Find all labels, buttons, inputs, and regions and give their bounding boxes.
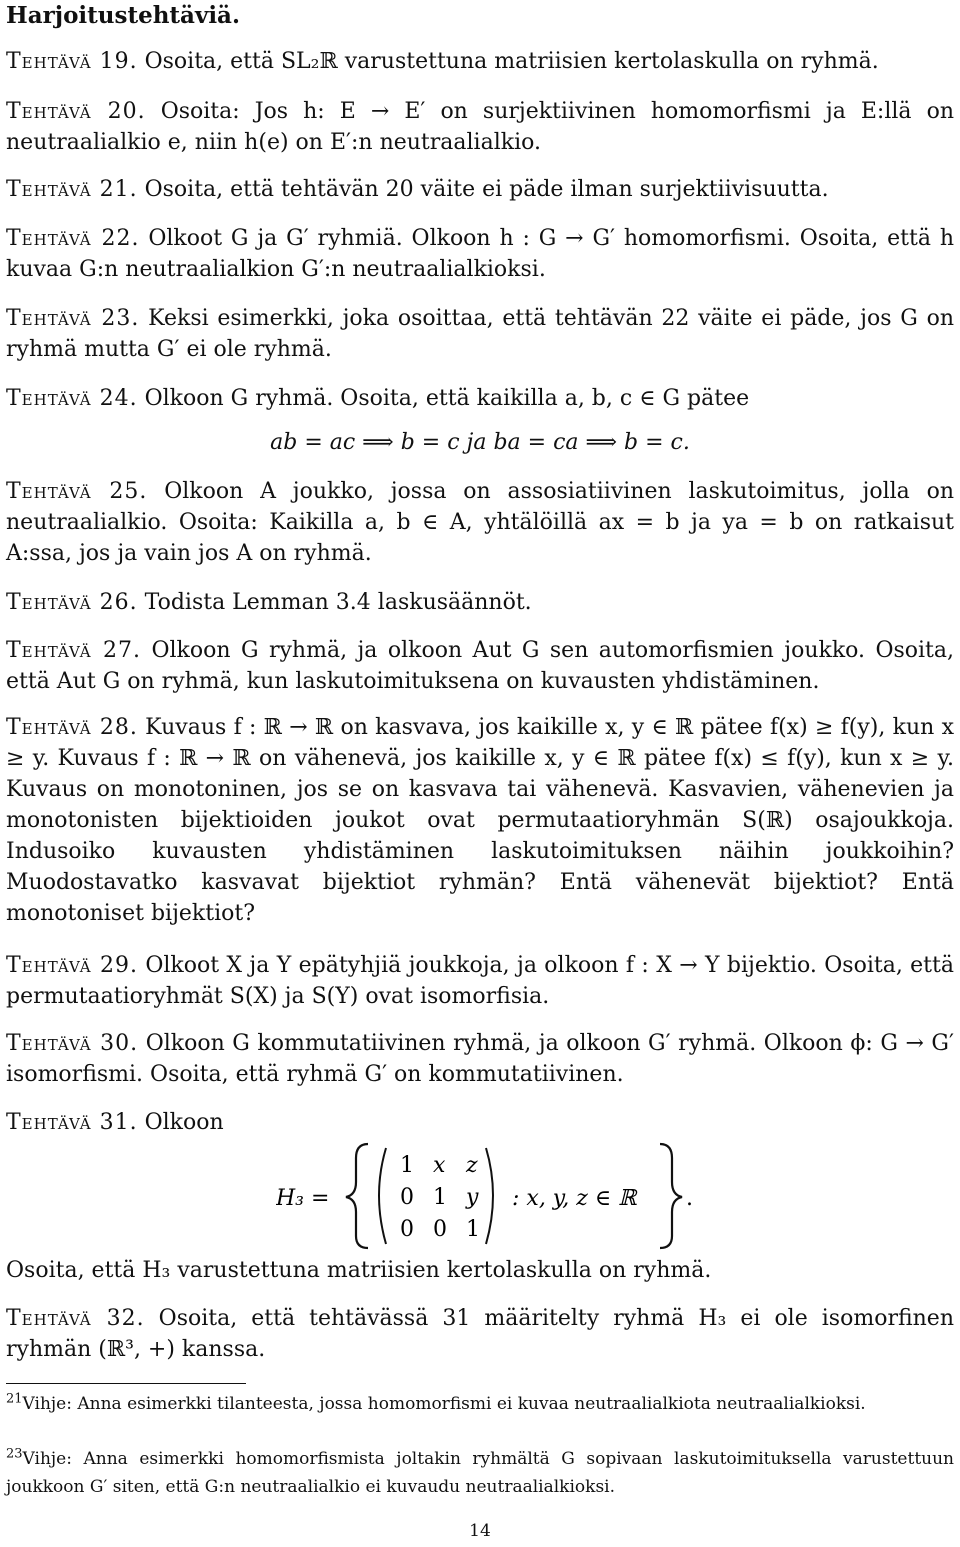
right-paren xyxy=(486,1148,493,1244)
exercise-text: Kuvaus f : ℝ → ℝ on kasvava, jos kaikille x, y ∈ ℝ pätee f(x) ≥ f(y), kun x ≥ y. Kuvaus f : ℝ → ℝ on vähenevä, jos kaikille x, y ∈ ℝ pätee f(x) ≤ f(y), kun x ≥ y. Kuvaus on monotoninen, jos se on kasvava tai vähenevä. Kasvavien, vähenevien ja monotonisten bijektioiden joukot ovat permutaatioryhmän S(ℝ) osajoukkoja. Indusoiko kuvausten yhdistäminen laskutoimituksen näihin joukkoihin? Muodostavatko kasvavat bijektiot ryhmän? Entä vähenevät bijektiot? Entä monotoniset bijektiot? xyxy=(6,715,955,926)
footnote-21 xyxy=(6,1390,954,1418)
svg-text:.: . xyxy=(686,1186,693,1211)
exercise-label: Tehtävä 26. xyxy=(6,590,138,615)
matrix-cell: 1 xyxy=(400,1153,414,1178)
footnote-rule xyxy=(6,1383,246,1384)
matrix-cell: x xyxy=(433,1153,446,1178)
exercise-20 xyxy=(6,96,954,158)
exercise-text: Osoita, että tehtävässä 31 määritelty ryhmä H₃ ei ole isomorfinen ryhmän (ℝ³, +) kanssa. xyxy=(6,1306,954,1362)
left-brace xyxy=(346,1144,368,1248)
exercise-label: Tehtävä 28. xyxy=(6,715,138,740)
exercise-label: Tehtävä 20. xyxy=(6,99,146,124)
h3-set-display xyxy=(276,1140,716,1250)
exercise-27 xyxy=(6,635,954,697)
exercise-31 xyxy=(6,1107,954,1138)
exercise-label: Tehtävä 27. xyxy=(6,638,142,663)
matrix-cell: 1 xyxy=(433,1185,447,1210)
exercise-text: Olkoon xyxy=(144,1110,224,1135)
exercise-text: Olkoot X ja Y epätyhjiä joukkoja, ja olkoon f : X → Y bijektio. Osoita, että permutaatioryhmät S(X) ja S(Y) ovat isomorfisia. xyxy=(6,953,954,1009)
exercise-text: Keksi esimerkki, joka osoittaa, että tehtävän 22 väite ei päde, jos G on ryhmä mutta G′ ei ole ryhmä. xyxy=(6,306,955,362)
matrix-cell: z xyxy=(466,1153,478,1178)
exercise-label: Tehtävä 25. xyxy=(6,479,148,504)
exercise-22 xyxy=(6,223,954,285)
matrix-cell: 0 xyxy=(400,1185,414,1210)
exercise-28 xyxy=(6,712,954,929)
exercise-24 xyxy=(6,383,954,414)
footnote-mark: 21 xyxy=(6,1391,23,1407)
exercise-32 xyxy=(6,1303,954,1365)
exercise-text: Osoita, että tehtävän 20 väite ei päde ilman surjektiivisuutta. xyxy=(144,177,829,202)
exercise-label: Tehtävä 21. xyxy=(6,177,138,202)
exercise-text: Todista Lemman 3.4 laskusäännöt. xyxy=(144,590,532,615)
section-heading: Harjoitustehtäviä. xyxy=(6,2,240,29)
right-brace xyxy=(660,1144,682,1248)
exercise-30 xyxy=(6,1028,954,1090)
exercise-24-equation: ab = ac ⟹ b = c ja ba = ca ⟹ b = c. xyxy=(270,430,690,455)
footnote-text: Vihje: Anna esimerkki tilanteesta, jossa homomorfismi ei kuvaa neutraalialkiota neutraalialkioksi. xyxy=(22,1394,866,1414)
exercise-text: Osoita: Jos h: E → E′ on surjektiivinen homomorfismi ja E:llä on neutraalialkio e, niin h(e) on E′:n neutraalialkio. xyxy=(6,99,954,155)
footnote-23 xyxy=(6,1445,954,1501)
exercise-25 xyxy=(6,476,954,569)
exercise-31-statement: Osoita, että H₃ varustettuna matriisien kertolaskulla on ryhmä. xyxy=(6,1258,712,1283)
exercise-19 xyxy=(6,46,954,77)
exercise-21 xyxy=(6,174,954,205)
set-condition: : x, y, z ∈ ℝ xyxy=(512,1186,637,1211)
page-number: 14 xyxy=(469,1521,491,1541)
exercise-label: Tehtävä 31. xyxy=(6,1110,138,1135)
exercise-text: Olkoon G ryhmä, ja olkoon Aut G sen automorfismien joukko. Osoita, että Aut G on ryhmä, kun laskutoimituksena on kuvausten yhdistäminen. xyxy=(6,638,954,694)
footnote-text: Vihje: Anna esimerkki homomorfismista joltakin ryhmältä G sopivaan laskutoimituksella varustettuun joukkoon G′ siten, että G:n neutraalialkio ei kuvaudu neutraalialkioksi. xyxy=(6,1449,954,1497)
exercise-label: Tehtävä 19. xyxy=(6,49,138,74)
exercise-label: Tehtävä 30. xyxy=(6,1031,139,1056)
footnote-mark: 23 xyxy=(6,1446,23,1462)
matrix-cell: 1 xyxy=(466,1217,480,1242)
left-paren xyxy=(379,1148,386,1244)
exercise-text: Olkoot G ja G′ ryhmiä. Olkoon h : G → G′ homomorfismi. Osoita, että h kuvaa G:n neutraalialkion G′:n neutraalialkioksi. xyxy=(6,226,954,282)
exercise-label: Tehtävä 23. xyxy=(6,306,140,331)
exercise-text: Olkoon A joukko, jossa on assosiatiivinen laskutoimitus, jolla on neutraalialkio. Osoita: Kaikilla a, b ∈ A, yhtälöillä ax = b ja ya = b on ratkaisut A:ssa, jos ja vain jos A on ryhmä. xyxy=(6,479,954,566)
exercise-label: Tehtävä 24. xyxy=(6,386,138,411)
h3-lhs: H₃ = xyxy=(276,1186,330,1211)
exercise-text: Osoita, että SL₂ℝ varustettuna matriisien kertolaskulla on ryhmä. xyxy=(144,49,879,74)
exercise-label: Tehtävä 22. xyxy=(6,226,140,251)
matrix-cell: 0 xyxy=(400,1217,414,1242)
exercise-text: Olkoon G kommutatiivinen ryhmä, ja olkoon G′ ryhmä. Olkoon ϕ: G → G′ isomorfismi. Osoita, että ryhmä G′ on kommutatiivinen. xyxy=(6,1031,954,1087)
exercise-23 xyxy=(6,303,954,365)
matrix-cell: 0 xyxy=(433,1217,447,1242)
exercise-29 xyxy=(6,950,954,1012)
exercise-26 xyxy=(6,587,954,618)
matrix-cell: y xyxy=(466,1185,479,1210)
exercise-label: Tehtävä 32. xyxy=(6,1306,145,1331)
exercise-label: Tehtävä 29. xyxy=(6,953,138,978)
exercise-text: Olkoon G ryhmä. Osoita, että kaikilla a, b, c ∈ G pätee xyxy=(144,386,750,411)
